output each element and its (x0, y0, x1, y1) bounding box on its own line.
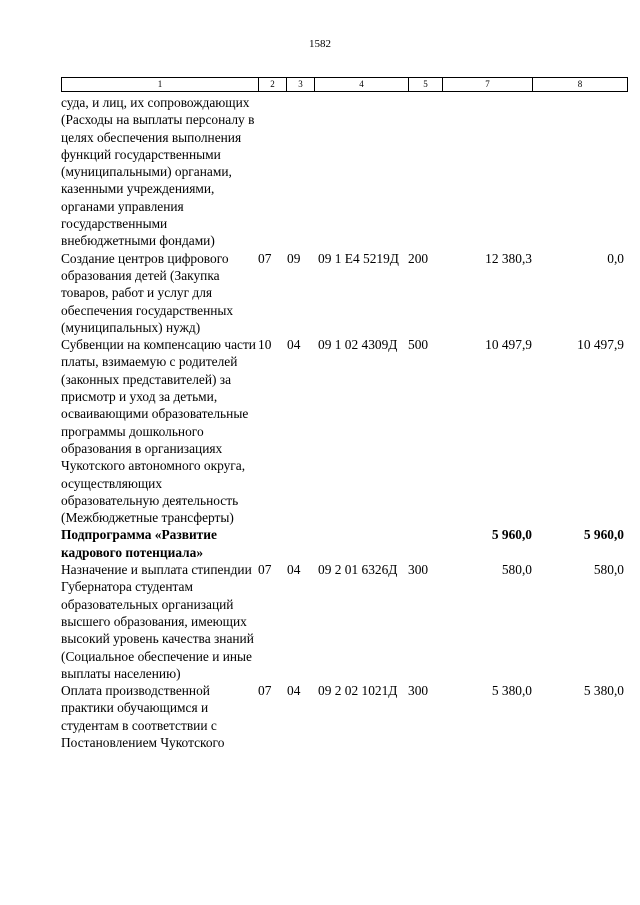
row-description: Назначение и выплата стипендии Губернатора студентам образовательных организаций высшего образования, имеющих высокий уровень качества знаний (Социальное обеспечение и иные выплаты населению) (61, 562, 254, 681)
page-number: 1582 (309, 38, 331, 50)
row-amount-col7: 5 380,0 (491, 683, 532, 699)
row-subsection-code: 09 (287, 250, 301, 266)
row-description: суда, и лиц, их сопровождающих (Расходы на выплаты персоналу в целях обеспечения выполнения функций государственными (муниципальными) органами, казенными учреждениями, органами управления государственными внебюджетными фондами) (61, 95, 255, 249)
row-expense-type-code: 300 (408, 562, 429, 578)
column-header-row (62, 78, 628, 92)
row-target-code: 09 2 02 1021Д (318, 683, 398, 699)
table-row (61, 561, 624, 682)
column-header-2: 2 (259, 78, 287, 92)
row-amount-col7: 12 380,3 (485, 250, 532, 266)
column-header-4: 4 (315, 78, 409, 92)
row-target-code: 09 1 Е4 5219Д (318, 250, 399, 266)
table-row (61, 336, 624, 526)
column-header-1: 1 (62, 78, 259, 92)
row-section-code: 07 (258, 683, 272, 699)
row-amount-col8: 10 497,9 (577, 337, 624, 353)
row-section-code: 07 (258, 250, 272, 266)
row-subsection-code: 04 (287, 683, 301, 699)
row-description: Оплата производственной практики обучающимся и студентам в соответствии с Постановлением Чукотского (61, 683, 225, 750)
row-section-code: 07 (258, 562, 272, 578)
row-amount-col8: 580,0 (593, 562, 624, 578)
row-expense-type-code: 200 (408, 250, 429, 266)
column-header-7: 7 (443, 78, 533, 92)
table-row (61, 94, 624, 250)
column-header-table (61, 77, 628, 92)
table-row-subprogram (61, 526, 624, 561)
column-header-3: 3 (287, 78, 315, 92)
row-amount-col7: 5 960,0 (491, 527, 532, 543)
row-expense-type-code: 300 (408, 683, 429, 699)
row-target-code: 09 2 01 6326Д (318, 562, 398, 578)
row-section-code: 10 (258, 337, 272, 353)
row-description: Создание центров цифрового образования детей (Закупка товаров, работ и услуг для обеспечения государственных (муниципальных) нужд) (61, 250, 234, 335)
column-header-5: 5 (409, 78, 443, 92)
row-amount-col7: 10 497,9 (485, 337, 532, 353)
row-amount-col8: 5 380,0 (583, 683, 624, 699)
row-description: Подпрограмма «Развитие кадрового потенциала» (61, 527, 217, 560)
row-subsection-code: 04 (287, 562, 301, 578)
row-amount-col8: 0,0 (607, 250, 624, 266)
table-row (61, 682, 624, 751)
row-amount-col7: 580,0 (501, 562, 532, 578)
row-subsection-code: 04 (287, 337, 301, 353)
row-target-code: 09 1 02 4309Д (318, 337, 398, 353)
row-description: Субвенции на компенсацию части платы, взимаемую с родителей (законных представителей) за присмотр и уход за детьми, осваивающими образовательные программы дошкольного образования в организациях Чукотского автономного округа, осуществляющих образовательную деятельность (Межбюджетные трансферты) (61, 337, 256, 526)
row-amount-col8: 5 960,0 (583, 527, 624, 543)
row-expense-type-code: 500 (408, 337, 429, 353)
table-row (61, 250, 624, 336)
budget-table-body (61, 94, 624, 751)
column-header-8: 8 (533, 78, 628, 92)
